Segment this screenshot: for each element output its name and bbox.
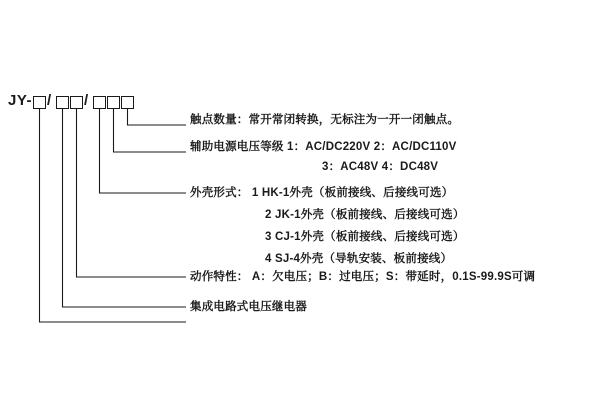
annotation-aux-voltage-line-2: 3：AC48V 4：DC48V [322, 161, 439, 173]
box-contact-3 [121, 96, 134, 109]
leader-aux-voltage [114, 109, 187, 152]
annotation-shell-form-line-2: 2 JK-1外壳（板前接线、后接线可选） [265, 209, 465, 221]
code-separator-2: / [84, 92, 89, 109]
box-contact-1 [93, 96, 106, 109]
leader-contact-quantity [128, 109, 187, 125]
annotation-action-character-line-1: 动作特性： A：欠电压；B：过电压；S：带延时，0.1S-99.9S可调 [190, 271, 536, 283]
box-aux-voltage [70, 96, 83, 109]
code-separator-1: / [47, 92, 52, 109]
annotation-shell-form-line-3: 3 CJ-1外壳（板前接线、后接线可选） [265, 231, 465, 243]
annotation-contact-quantity-line-1: 触点数量：常开常闭转换，无标注为一开一闭触点。 [190, 114, 460, 126]
annotation-shell-form-line-4: 4 SJ-4外壳（导轨安装、板前接线） [265, 253, 453, 265]
box-shell-form [56, 96, 69, 109]
box-action-character [33, 96, 46, 109]
annotation-aux-voltage-line-1: 辅助电源电压等级 1：AC/DC220V 2：AC/DC110V [190, 141, 457, 153]
leader-base [40, 109, 187, 322]
annotation-shell-form-line-1: 外壳形式： 1 HK-1外壳（板前接线、后接线可选） [190, 187, 454, 199]
box-contact-2 [107, 96, 120, 109]
product-code-prefix: JY- [8, 92, 33, 109]
annotation-product-name-line-1: 集成电路式电压继电器 [190, 301, 307, 313]
leader-shell-form [100, 109, 187, 193]
leader-action-character [77, 109, 187, 277]
leader-product-name [63, 109, 187, 307]
